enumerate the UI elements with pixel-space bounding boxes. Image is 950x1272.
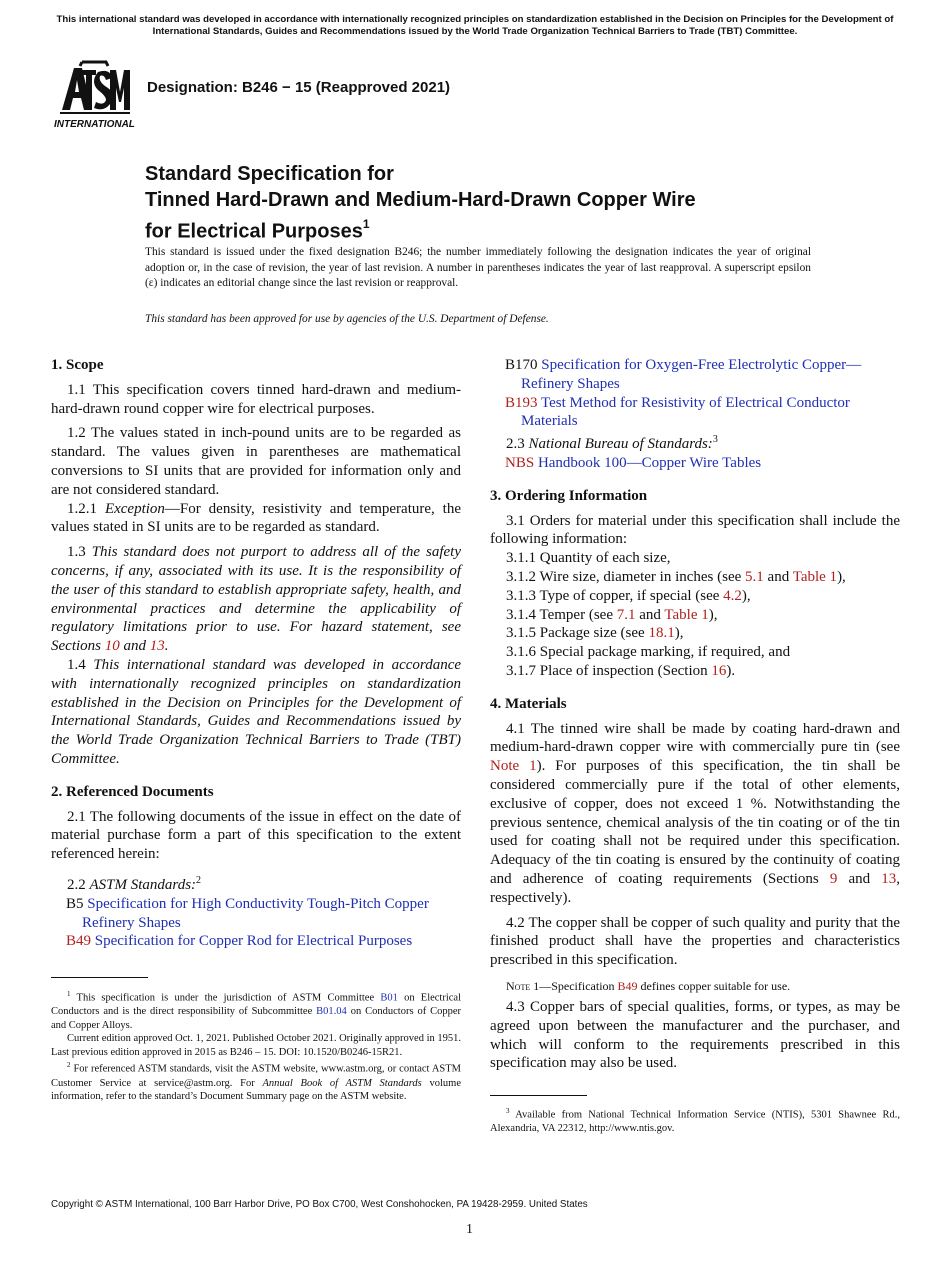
para-4-3: 4.3 Copper bars of special qualities, forms, or types, as may be agreed upon between the manufacturer and the purchaser, and which will conform to the requirements prescribed in this specification may also be used. (490, 998, 900, 1072)
para-1-3: 1.3 This standard does not purport to address all of the safety concerns, if any, associated with its use. It is the responsibility of the user of this standard to establish appropriate safety, health, and environmental practices and determine the applicability of regulatory limitations prior to use. For hazard statement, see Sections 10 and 13. (51, 544, 462, 655)
para-1-4: 1.4 This international standard was developed in accordance with internationally recognized principles on standardization established in the Decision on Principles for the Development of International Standards, Guides and Recommendations issued by the World Trade Organization Technical Barriers to Trade (TBT) Committee. (51, 656, 462, 767)
item-3-1-1: 3.1.1 Quantity of each size, (506, 550, 671, 567)
section-16-link[interactable]: 16 (711, 662, 727, 679)
para-1-1: 1.1 This specification covers tinned hard-drawn and medium-hard-drawn round copper wire for electrical purposes. (51, 381, 461, 417)
footnotes-left (51, 988, 461, 1104)
item-3-1-5: 3.1.5 Package size (see 18.1), (506, 625, 684, 642)
note-1-link[interactable]: Note 1 (490, 758, 537, 775)
para-1-2: 1.2 The values stated in inch-pound units are to be regarded as standard. The values given in parentheses are mathematical conversions to SI units that are provided for information only and are not considered standard. (51, 425, 461, 498)
footnote-3: $^3$ Available from National Technical Information Service (NTIS), 5301 Shawnee Rd., Alexandria, VA 22312, http://www.ntis.gov. (490, 1107, 900, 1135)
table-1-link-2[interactable]: Table 1 (664, 606, 709, 623)
note-1: Note 1—Specification B49 defines copper suitable for use. (506, 978, 791, 993)
ref-b49[interactable]: B49 Specification for Copper Rod for Electrical Purposes (66, 933, 413, 950)
ref-b170[interactable]: B170 Specification for Oxygen-Free Electrolytic Copper—Refinery Shapes (505, 357, 862, 392)
para-4-2: 4.2 The copper shall be copper of such quality and purity that the finished product shall have the properties and characteristics prescribed in this specification. (490, 914, 900, 969)
section-5-1-link[interactable]: 5.1 (745, 568, 764, 585)
item-3-1-3: 3.1.3 Type of copper, if special (see 4.2), (506, 587, 751, 604)
footnotes-right (490, 1105, 900, 1136)
title-line-2: Tinned Hard-Drawn and Medium-Hard-Drawn Copper Wire (145, 189, 696, 211)
item-3-1-7: 3.1.7 Place of inspection (Section 16). (506, 662, 736, 679)
para-1-2-1: 1.2.1 Exception—For density, resistivity and temperature, the values stated in SI units are to be regarded as standard. (51, 500, 462, 536)
item-3-1-6: 3.1.6 Special package marking, if required, and (506, 644, 791, 661)
para-2-3: 2.3 National Bureau of Standards:$^3$ (506, 434, 718, 453)
section-4-2-link[interactable]: 4.2 (723, 587, 742, 604)
para-4-1: 4.1 The tinned wire shall be made by coating hard-drawn and medium-hard-drawn copper wire with commercially pure tin (see Note 1). For purposes of this specification, the tin shall be considered commercially pure if the total of other elements, exclusive of copper, does not exceed 1 %. Notwithstanding the previous sentence, chemical analysis of the tin coating or of the tin used for coating shall not be required under this specification. Adequacy of the tin coating is ensured by the continuity of coating and adherence of coating requirements (Sections 9 and 13, respectively). (490, 720, 901, 906)
referenced-documents-heading: 2. Referenced Documents (51, 783, 214, 800)
left-column (51, 356, 461, 951)
item-3-1-4: 3.1.4 Temper (see 7.1 and Table 1), (506, 606, 718, 623)
item-3-1-2: 3.1.2 Wire size, diameter in inches (see 5.1 and Table 1), (506, 568, 846, 585)
svg-text:INTERNATIONAL: INTERNATIONAL (54, 119, 135, 130)
subcommittee-b0104-link[interactable]: B01.04 (316, 1006, 347, 1018)
page-number: 1 (466, 1222, 473, 1237)
astm-logo (52, 58, 136, 130)
section-9-link[interactable]: 9 (829, 870, 838, 887)
section-13-link[interactable]: 13 (149, 638, 165, 655)
title-line-1: Standard Specification for (145, 163, 394, 185)
document-title (145, 161, 845, 245)
para-2-2: 2.2 ASTM Standards:$^2$ (67, 874, 202, 893)
issue-statement: This standard is issued under the fixed designation B246; the number immediately following the designation indicates the year of original adoption or, in the case of revision, the year of last revision. A number in parentheses indicates the year of last reapproval. A superscript epsilon (ε) indicates an editorial change since the last revision or reapproval. (145, 246, 811, 289)
footnote-2: $^2$ For referenced ASTM standards, visit the ASTM website, www.astm.org, or contact ASTM Customer Service at service@astm.org. For Annual Book of ASTM Standards volume information, refer to the standard’s Document Summary page on the ASTM website. (51, 1061, 462, 1103)
section-18-1-link[interactable]: 18.1 (648, 625, 675, 642)
materials-heading: 4. Materials (490, 695, 567, 712)
section-7-1-link[interactable]: 7.1 (616, 606, 636, 623)
footnote-1: $^1$ This specification is under the jurisdiction of ASTM Committee B01 on Electrical Conductors and is the direct responsibility of Subcommittee B01.04 on Conductors of Copper and Copper Alloys. (51, 990, 462, 1031)
para-2-1: 2.1 The following documents of the issue in effect on the date of material purchase form a part of this specification to the extent referenced herein: (51, 808, 461, 863)
footnote-rule-right (490, 1095, 587, 1096)
committee-b01-link[interactable]: B01 (380, 992, 398, 1004)
copyright: Copyright © ASTM International, 100 Barr Harbor Drive, PO Box C700, West Conshohocken, PA 19428-2959. United States (51, 1199, 588, 1210)
scope-heading: 1. Scope (51, 357, 104, 373)
right-column (490, 356, 900, 1073)
section-10-link[interactable]: 10 (104, 638, 120, 655)
footnote-1-edition: Current edition approved Oct. 1, 2021. Published October 2021. Originally approved in 1951. Last previous edition approved in 2015 as B246 – 15. DOI: 10.1520/B0246-15R21. (51, 1033, 461, 1058)
ref-b193[interactable]: B193 Test Method for Resistivity of Electrical Conductor Materials (505, 394, 850, 430)
ref-nbs[interactable]: NBS Handbook 100—Copper Wire Tables (505, 454, 762, 471)
ordering-information-heading: 3. Ordering Information (490, 487, 648, 504)
dod-statement: This standard has been approved for use by agencies of the U.S. Department of Defense. (145, 313, 549, 325)
designation: Designation: B246 − 15 (Reapproved 2021) (147, 79, 451, 96)
note-b49-link[interactable]: B49 (617, 978, 638, 993)
para-3-1: 3.1 Orders for material under this specification shall include the following information: (490, 512, 900, 548)
section-13-link-2[interactable]: 13 (881, 870, 897, 887)
table-1-link[interactable]: Table 1 (792, 568, 838, 585)
ref-b5[interactable]: B5 Specification for High Conductivity Tough-Pitch Copper Refinery Shapes (66, 895, 429, 931)
title-footnote-mark: 1 (362, 217, 370, 231)
footnote-rule-left (51, 977, 148, 978)
title-line-3: for Electrical Purposes (145, 220, 363, 243)
wto-notice: This international standard was developed in accordance with internationally recognized principles on standardization established in the Decision on Principles for the Development of International Standards, Guides and Recommendations issued by the World Trade Organization Technical Barriers to Trade (TBT) Committee. (56, 14, 894, 37)
